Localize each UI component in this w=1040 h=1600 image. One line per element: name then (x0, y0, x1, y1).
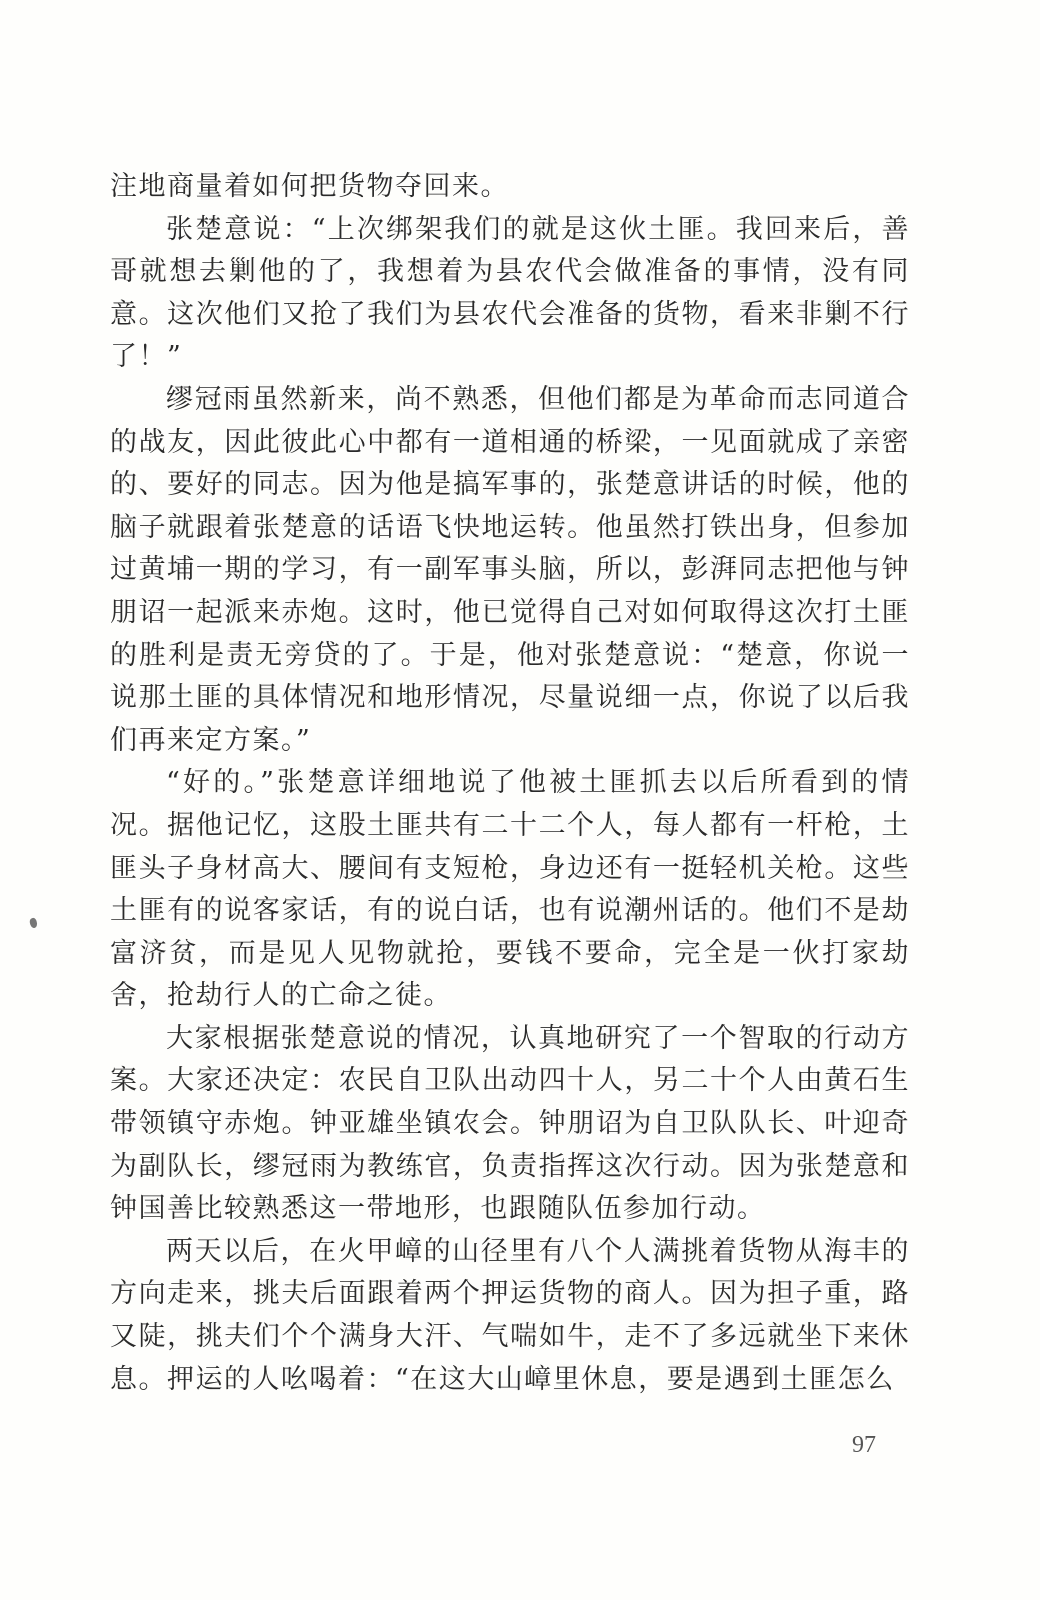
paragraph: 缪冠雨虽然新来，尚不熟悉，但他们都是为革命而志同道合的战友，因此彼此心中都有一道相通的桥梁，一见面就成了亲密的、要好的同志。因为他是搞军事的，张楚意讲话的时候，他的脑子就跟着张楚意的话语飞快地运转。他虽然打铁出身，但参加过黄埔一期的学习，有一副军事头脑，所以，彭湃同志把他与钟朋诏一起派来赤炮。这时，他已觉得自己对如何取得这次打土匪的胜利是责无旁贷的了。于是，他对张楚意说：“楚意，你说一说那土匪的具体情况和地形情况，尽量说细一点，你说了以后我们再来定方案。” (110, 383, 910, 756)
paragraph: 两天以后，在火甲嶂的山径里有八个人满挑着货物从海丰的方向走来，挑夫后面跟着两个押运货物的商人。因为担子重，路又陡，挑夫们个个满身大汗、气喘如牛，走不了多远就坐下来休息。押运的人吆喝着：“在这大山嶂里休息，要是遇到土匪怎么 (110, 1235, 910, 1395)
body-text (110, 166, 910, 1401)
paragraph: 大家根据张楚意说的情况，认真地研究了一个智取的行动方案。大家还决定：农民自卫队出动四十人，另二十个人由黄石生带领镇守赤炮。钟亚雄坐镇农会。钟朋诏为自卫队队长、叶迎奇为副队长，缪冠雨为教练官，负责指挥这次行动。因为张楚意和钟国善比较熟悉这一带地形，也跟随队伍参加行动。 (110, 1022, 910, 1225)
ink-speck-mark (29, 917, 39, 929)
paragraph: 张楚意说：“上次绑架我们的就是这伙土匪。我回来后，善哥就想去剿他的了，我想着为县农代会做准备的事情，没有同意。这次他们又抢了我们为县农代会准备的货物，看来非剿不行了！” (110, 213, 910, 373)
paragraph: “好的。”张楚意详细地说了他被土匪抓去以后所看到的情况。据他记忆，这股土匪共有二十二个人，每人都有一杆枪，土匪头子身材高大、腰间有支短枪，身边还有一挺轻机关枪。这些土匪有的说客家话，有的说白话，也有说潮州话的。他们不是劫富济贫，而是见人见物就抢，要钱不要命，完全是一伙打家劫舍，抢劫行人的亡命之徒。 (110, 767, 910, 1012)
page-number: 97 (852, 1432, 876, 1458)
paragraph-continuation: 注地商量着如何把货物夺回来。 (110, 171, 509, 202)
